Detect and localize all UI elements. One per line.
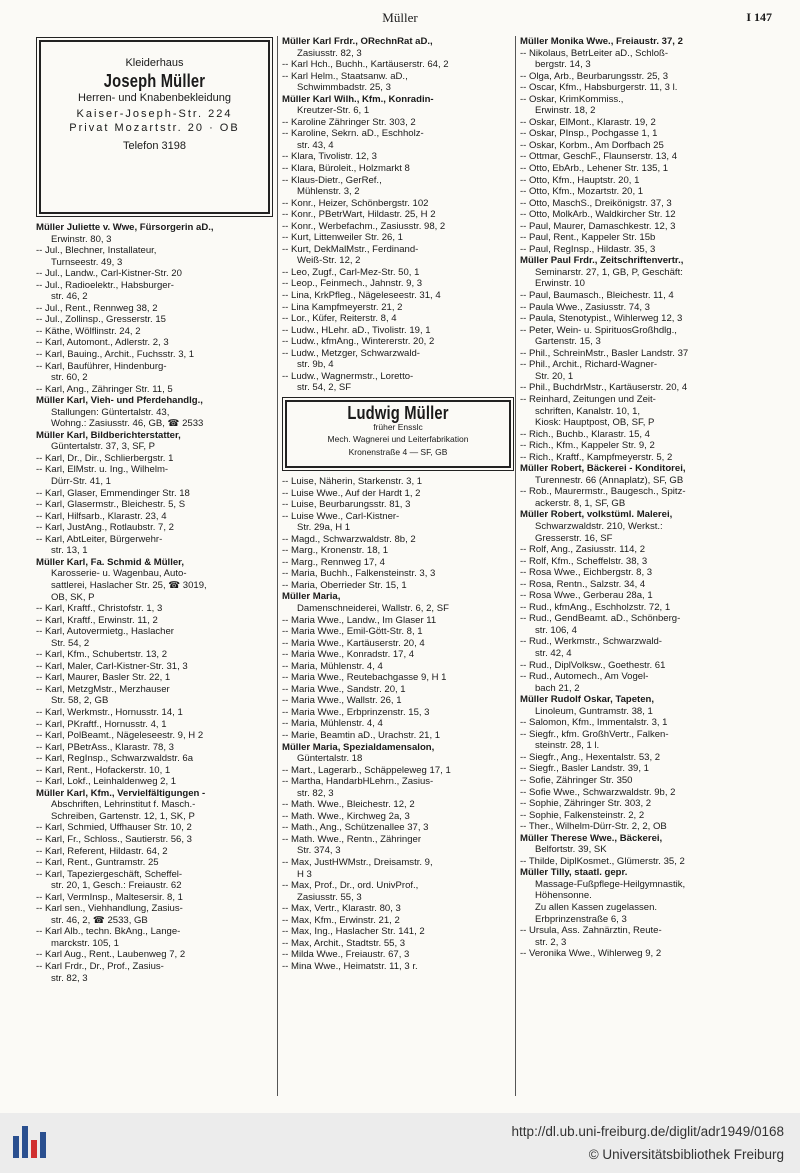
directory-entry-line: -- Otto, Kfm., Mozartstr. 20, 1 [520, 186, 644, 198]
directory-entry-line: -- Ottmar, GeschF., Flaunserstr. 13, 4 [520, 151, 678, 163]
directory-entry-line: Müller Maria, [282, 591, 341, 603]
directory-entry-line: sattlerei, Haslacher Str. 25, ☎ 3019, [51, 579, 207, 591]
university-library-logo-icon [10, 1122, 52, 1164]
directory-entry-line: Kreutzer-Str. 6, 1 [297, 105, 370, 117]
directory-entry-line: -- Karl, RegInsp., Schwarzwaldstr. 6a [36, 753, 194, 765]
directory-entry-line: -- Math., Ang., Schützenallee 37, 3 [282, 822, 429, 834]
directory-entry-line: -- Luise, Beurbarungsstr. 81, 3 [282, 499, 411, 511]
directory-entry-line: -- Oskar, Korbm., Am Dorfbach 25 [520, 139, 664, 151]
directory-entry-line: Linoleum, Guntramstr. 38, 1 [535, 705, 653, 717]
directory-entry-line: -- Klaus-Dietr., GerRef., [282, 174, 382, 186]
directory-entry-line: -- Kurt, DekMalMstr., Ferdinand- [282, 243, 419, 255]
directory-entry-line: Kiosk: Hauptpost, OB, SF, P [535, 417, 655, 429]
directory-entry-line: ackerstr. 8, 1, SF, GB [535, 497, 626, 509]
directory-entry-line: Güntertalstr. 37, 3, SF, P [51, 441, 156, 453]
directory-entry-line: Massage-Fußpflege-Heilgymnastik, [535, 878, 686, 890]
directory-entry-line: steinstr. 28, 1 l. [535, 740, 600, 752]
directory-entry-line: -- Paula Wwe., Zasiusstr. 74, 3 [520, 301, 650, 313]
directory-entry-line: -- Veronika Wwe., Wihlerweg 9, 2 [520, 948, 662, 960]
copyright-notice: © Universitätsbibliothek Freiburg [588, 1147, 784, 1162]
directory-entry-line: Wohng.: Zasiusstr. 46, GB, ☎ 2533 [51, 418, 204, 430]
directory-entry-line: Erwinstr. 80, 3 [51, 233, 112, 245]
directory-entry-line: -- Milda Wwe., Freiaustr. 67, 3 [282, 949, 410, 961]
directory-entry-line: -- Luise Wwe., Carl-Kistner- [282, 510, 400, 522]
directory-entry-line: -- Max, Archit., Stadtstr. 55, 3 [282, 937, 406, 949]
directory-entry-line: -- Salomon, Kfm., Immentalstr. 3, 1 [520, 717, 668, 729]
directory-entry-line: -- Karl, Rent., Guntramstr. 25 [36, 857, 159, 869]
directory-entry-line: -- Karl, Referent, Hildastr. 64, 2 [36, 845, 168, 857]
directory-entry-line: -- Lor., Küfer, Reiterstr. 8, 4 [282, 313, 397, 325]
directory-entry-line: -- Marg., Rennweg 17, 4 [282, 556, 385, 568]
directory-entry-line: str. 9b, 4 [297, 359, 334, 371]
directory-entry-line: Turnseestr. 49, 3 [51, 256, 123, 268]
directory-entry-line: -- Karl, Automont., Adlerstr. 2, 3 [36, 337, 169, 349]
directory-entry-line: -- Karl, Kraftf., Erwinstr. 11, 2 [36, 614, 158, 626]
directory-entry-line: -- Karl, Glaser, Emmendinger Str. 18 [36, 487, 190, 499]
directory-entry-line: str. 2, 3 [535, 936, 567, 948]
directory-entry-line: -- Käthe, Wölflinstr. 24, 2 [36, 325, 141, 337]
directory-entry-line: -- Karl Frdr., Dr., Prof., Zasius- [36, 961, 164, 972]
directory-entry-line: Müller Juliette v. Wwe, Fürsorgerin aD., [36, 222, 214, 233]
directory-entry-line: -- Karoline, Sekrn. aD., Eschholz- [282, 128, 424, 140]
directory-entry-line: -- Rud., kfmAng., Eschholzstr. 72, 1 [520, 601, 671, 613]
directory-entry-line: Dürr-Str. 41, 1 [51, 476, 111, 488]
directory-entry-line: -- Ursula, Ass. Zahnärztin, Reute- [520, 925, 662, 937]
directory-entry-line: -- Maria, Mühlenstr. 4, 4 [282, 660, 383, 672]
directory-entry-line: -- Siegfr., Basler Landstr. 39, 1 [520, 763, 649, 775]
directory-entry-line: -- Max, JustHWMstr., Dreisamstr. 9, [282, 857, 433, 868]
directory-entry-line: Erbprinzenstraße 6, 3 [535, 913, 627, 925]
directory-entry-line: -- Kurt, Littenweiler Str. 26, 1 [282, 232, 403, 244]
directory-entry-line: -- Mart., Lagerarb., Schäppeleweg 17, 1 [282, 764, 451, 776]
column-1 [36, 36, 272, 984]
directory-entry-line: Schwarzwaldstr. 210, Werkst.: [535, 520, 663, 532]
entry-list-col1 [36, 222, 272, 984]
directory-entry-line: -- Paula, Stenotypist., Wihlerweg 12, 3 [520, 313, 683, 325]
directory-entry-line: -- Konr., PBetrWart, Hildastr. 25, H 2 [282, 209, 436, 221]
directory-entry-line: Karosserie- u. Wagenbau, Auto- [51, 568, 187, 580]
directory-entry-line: -- Nikolaus, BetrLeiter aD., Schloß- [520, 47, 669, 59]
directory-entry-line: -- Maria Wwe., Landw., Im Glaser 11 [282, 614, 437, 626]
directory-entry-line: -- Sofie, Zähringer Str. 350 [520, 775, 633, 786]
directory-entry-line: Müller Rudolf Oskar, Tapeten, [520, 694, 655, 706]
entry-list-col3 [520, 36, 764, 960]
directory-entry-line: -- Rosa Wwe., Gerberau 28a, 1 [520, 590, 653, 602]
directory-entry-line: -- Marg., Kronenstr. 18, 1 [282, 545, 389, 557]
directory-entry-line: -- Marie, Beamtin aD., Urachstr. 21, 1 [282, 729, 441, 741]
directory-entry-line: str. 82, 3 [51, 972, 88, 984]
directory-entry-line: -- Karl, JustAng., Rotlaubstr. 7, 2 [36, 522, 174, 534]
advert-line: Kaiser-Joseph-Str. 224 [76, 107, 233, 120]
directory-entry-line: Mühlenstr. 3, 2 [297, 186, 360, 198]
directory-entry-line: -- Karl, ElMstr. u. Ing., Wilhelm- [36, 464, 169, 476]
advert-line: Kleiderhaus [125, 57, 184, 69]
directory-entry-line: -- Rich., Kfm., Kappeler Str. 9, 2 [520, 440, 655, 452]
directory-entry-line: -- Rud., Automech., Am Vogel- [520, 671, 649, 683]
directory-entry-line: Müller Robert, volkstüml. Malerei, [520, 509, 673, 521]
directory-entry-line: Zasiusstr. 55, 3 [297, 891, 362, 903]
directory-entry-line: -- Karl Hch., Buchh., Kartäuserstr. 64, 2 [282, 59, 449, 71]
directory-entry-line: -- Oscar, Kfm., Habsburgerstr. 11, 3 l. [520, 82, 678, 94]
directory-entry-line: -- Klara, Büroleit., Holzmarkt 8 [282, 163, 410, 175]
directory-entry-line: Turennestr. 66 (Annaplatz), SF, GB [535, 474, 684, 486]
directory-entry-line: schriften, Kanalstr. 10, 1, [535, 405, 641, 417]
directory-entry-line: -- Maria Wwe., Wallstr. 26, 1 [282, 695, 402, 707]
directory-entry-line: Müller Tilly, staatl. gepr. [520, 867, 628, 879]
directory-entry-line: -- Lina, KrkPfleg., Nägeleseestr. 31, 4 [282, 290, 441, 302]
directory-entry-line: Str. 374, 3 [297, 845, 341, 857]
directory-entry-line: -- Karl, Dr., Dir., Schlierbergstr. 1 [36, 452, 174, 464]
directory-entry-line: -- Maria, Mühlenstr. 4, 4 [282, 718, 383, 730]
directory-entry-line: -- Otto, EbArb., Lehener Str. 135, 1 [520, 163, 669, 175]
advert-line: Privat Mozartstr. 20 · OB [69, 122, 240, 135]
directory-entry-line: -- Karl, Werkmstr., Hornusstr. 14, 1 [36, 706, 183, 718]
directory-entry-line: -- Ludw., kfmAng., Wintererstr. 20, 2 [282, 336, 435, 348]
directory-entry-line: Höhensonne. [535, 890, 592, 902]
page-number: I 147 [746, 10, 772, 24]
directory-entry-line: -- Rich., Kraftf., Kampfmeyerstr. 5, 2 [520, 451, 673, 463]
advert-ludwig-mueller [285, 400, 511, 468]
page-header-title: Müller [382, 10, 418, 25]
directory-entry-line: -- Max, Prof., Dr., ord. UnivProf., [282, 880, 419, 892]
directory-entry-line: -- Maria Wwe., Emil-Gött-Str. 8, 1 [282, 626, 423, 638]
directory-entry-line: Müller Karl Wilh., Kfm., Konradin- [282, 93, 434, 105]
directory-entry-line: -- Karl, Bauführer, Hindenburg- [36, 360, 167, 372]
directory-entry-line: -- Maria Wwe., Erbprinzenstr. 15, 3 [282, 706, 430, 718]
directory-entry-line: -- Leo, Zugf., Carl-Mez-Str. 50, 1 [282, 266, 420, 278]
advert-joseph-mueller [39, 40, 270, 214]
directory-entry-line: Müller Monika Wwe., Freiaustr. 37, 2 [520, 36, 683, 47]
directory-entry-line: bach 21, 2 [535, 682, 580, 694]
directory-entry-line: -- Math. Wwe., Bleichestr. 12, 2 [282, 799, 415, 811]
directory-entry-line: -- Maria Wwe., Konradstr. 17, 4 [282, 649, 415, 661]
directory-entry-line: -- Karl, Maurer, Basler Str. 22, 1 [36, 672, 171, 684]
directory-entry-line: -- Ther., Wilhelm-Dürr-Str. 2, 2, OB [520, 821, 667, 833]
directory-entry-line: -- Karl, VermInsp., Maltesersir. 8, 1 [36, 891, 183, 903]
directory-entry-line: str. 43, 4 [297, 139, 334, 151]
directory-entry-line: str. 20, 1, Gesch.: Freiaustr. 62 [51, 880, 182, 892]
directory-entry-line: -- Sophie, Zähringer Str. 303, 2 [520, 798, 652, 810]
directory-entry-line: -- Rud., DiplVolksw., Goethestr. 61 [520, 659, 666, 671]
directory-entry-line: -- Luise Wwe., Auf der Hardt 1, 2 [282, 487, 421, 499]
advert-line: früher Ensslc [373, 421, 423, 432]
directory-entry-line: bergstr. 14, 3 [535, 59, 591, 71]
directory-entry-line: str. 42, 4 [535, 647, 572, 659]
directory-entry-line: -- Karl, Ang., Zähringer Str. 11, 5 [36, 383, 173, 395]
directory-entry-line: -- Rich., Buchb., Klarastr. 15, 4 [520, 428, 650, 440]
advert-name: Joseph Müller [103, 70, 206, 91]
directory-entry-line: -- Karl Helm., Staatsanw. aD., [282, 70, 408, 82]
directory-entry-line: marckstr. 105, 1 [51, 937, 119, 949]
directory-entry-line: -- Maria Wwe., Sandstr. 20, 1 [282, 683, 406, 695]
directory-entry-line: -- Lina Kampfmeyerstr. 21, 2 [282, 301, 403, 313]
directory-entry-line: Müller Karl, Bildberichterstatter, [36, 429, 181, 441]
directory-entry-line: str. 46, 2 [51, 291, 88, 303]
directory-entry-line: -- Ludw., Wagnermstr., Loretto- [282, 370, 414, 382]
directory-entry-line: -- Karl, Kraftf., Christofstr. 1, 3 [36, 603, 163, 615]
directory-entry-line: -- Ludw., Metzger, Schwarzwald- [282, 347, 420, 359]
directory-entry-line: Str. 58, 2, GB [51, 695, 109, 707]
directory-entry-line: -- Phil., BuchdrMstr., Kartäuserstr. 20, 4 [520, 382, 688, 394]
advert-line: Mech. Wagnerei und Leiterfabrikation [327, 434, 469, 445]
column-divider [277, 36, 278, 1096]
directory-entry-line: -- Karl, PolBeamt., Nägeleseestr. 9, H 2 [36, 730, 204, 742]
directory-entry-line: -- Otto, MolkArb., Waldkircher Str. 12 [520, 209, 676, 221]
directory-entry-line: -- Rosa Wwe., Eichbergstr. 8, 3 [520, 567, 653, 579]
directory-entry-line: str. 106, 4 [535, 624, 577, 636]
directory-entry-line: -- Max, Vertr., Klarastr. 80, 3 [282, 903, 401, 915]
directory-entry-line: -- Oskar, KrimKommiss., [520, 93, 624, 105]
directory-entry-line: Schwimmbadstr. 25, 3 [297, 82, 391, 94]
directory-entry-line: -- Karl, AbtLeiter, Bürgerwehr- [36, 533, 163, 545]
directory-entry-line: -- Karl, Kfm., Schubertstr. 13, 2 [36, 649, 168, 661]
directory-entry-line: OB, SK, P [51, 591, 95, 603]
directory-entry-line: -- Maria Wwe., Reutebachgasse 9, H 1 [282, 672, 447, 684]
entry-list-col2a [282, 36, 513, 394]
column-2 [282, 36, 513, 972]
directory-entry-line: -- Otto, Kfm., Hauptstr. 20, 1 [520, 174, 640, 186]
directory-entry-line: -- Rob., Maurermstr., Baugesch., Spitz- [520, 486, 686, 498]
directory-entry-line: -- Karl, Rent., Hofackerstr. 10, 1 [36, 764, 171, 776]
directory-entry-line: -- Paul, Rent., Kappeler Str. 15b [520, 232, 656, 244]
directory-entry-line: -- Karl, Hilfsarb., Klarastr. 23, 4 [36, 510, 167, 522]
advert-name: Ludwig Müller [347, 402, 449, 423]
directory-entry-line: Str. 20, 1 [535, 370, 574, 382]
viewer-footer [0, 1113, 800, 1173]
directory-entry-line: -- Max, Ing., Haslacher Str. 141, 2 [282, 926, 425, 938]
directory-entry-line: Müller Maria, Spezialdamensalon, [282, 741, 435, 753]
directory-entry-line: Erwinstr. 10 [535, 278, 585, 290]
directory-entry-line: -- Karoline Zähringer Str. 303, 2 [282, 116, 416, 128]
directory-entry-line: -- Phil., SchreinMstr., Basler Landstr. 37 [520, 347, 689, 359]
directory-entry-line: -- Math. Wwe., Kirchweg 2a, 3 [282, 810, 410, 822]
directory-entry-line: Str. 54, 2 [51, 637, 90, 649]
directory-entry-line: -- Karl Alb., techn. BkAng., Lange- [36, 926, 181, 938]
directory-entry-line: -- Rud., GendBeamt. aD., Schönberg- [520, 613, 681, 625]
directory-entry-line: -- Sophie, Falkensteinstr. 2, 2 [520, 809, 645, 821]
directory-entry-line: -- Otto, MaschS., Dreikönigstr. 37, 3 [520, 197, 672, 209]
directory-entry-line: -- Paul, RegInsp., Hildastr. 35, 3 [520, 243, 656, 255]
directory-entry-line: -- Oskar, ElMont., Klarastr. 19, 2 [520, 116, 656, 128]
directory-entry-line: -- Sofie Wwe., Schwarzwaldstr. 9b, 2 [520, 786, 676, 798]
directory-entry-line: -- Siegfr., Ang., Hexentalstr. 53, 2 [520, 751, 661, 763]
directory-entry-line: Gartenstr. 15, 3 [535, 336, 601, 348]
directory-entry-line: -- Jul., Zollinsp., Gresserstr. 15 [36, 314, 166, 326]
directory-entry-line: -- Thilde, DiplKosmet., Glümerstr. 35, 2 [520, 855, 685, 867]
directory-entry-line: Stallungen: Güntertalstr. 43, [51, 406, 170, 418]
directory-entry-line: -- Jul., Radioelektr., Habsburger- [36, 279, 174, 291]
directory-entry-line: str. 82, 3 [297, 787, 334, 799]
directory-entry-line: -- Klara, Tivolistr. 12, 3 [282, 151, 377, 163]
directory-entry-line: -- Peter, Wein- u. SpirituosGroßhdlg., [520, 324, 677, 336]
directory-entry-line: str. 46, 2, ☎ 2533, GB [51, 914, 148, 926]
directory-entry-line: -- Karl, Schmied, Uffhauser Str. 10, 2 [36, 822, 192, 834]
advert-line: Telefon 3198 [123, 139, 186, 152]
directory-entry-line: -- Paul, Maurer, Damaschkestr. 12, 3 [520, 220, 676, 232]
directory-entry-line: Müller Karl, Vieh- und Pferdehandlg., [36, 395, 203, 407]
directory-entry-line: -- Reinhard, Zeitungen und Zeit- [520, 393, 656, 405]
advert-line: Herren- und Knabenbekleidung [78, 92, 231, 105]
directory-entry-line: Gresserstr. 16, SF [535, 532, 613, 544]
directory-entry-line: H 3 [297, 868, 312, 880]
directory-entry-line: -- Luise, Näherin, Starkenstr. 3, 1 [282, 475, 423, 487]
directory-entry-line: Schreiben, Gartenstr. 12, 1, SK, P [51, 810, 195, 822]
directory-entry-line: Güntertalstr. 18 [297, 753, 363, 765]
directory-entry-line: -- Karl, Lokf., Leinhaldenweg 2, 1 [36, 776, 177, 788]
directory-entry-line: -- Rolf, Kfm., Scheffelstr. 38, 3 [520, 555, 648, 567]
directory-entry-line: -- Karl, PBetrAss., Klarastr. 78, 3 [36, 741, 174, 753]
directory-entry-line: -- Karl, Maler, Carl-Kistner-Str. 31, 3 [36, 660, 188, 672]
directory-entry-line: -- Karl, Tapeziergeschäft, Scheffel- [36, 868, 183, 880]
directory-entry-line: -- Math. Wwe., Rentn., Zähringer [282, 833, 422, 845]
directory-entry-line: Erwinstr. 18, 2 [535, 105, 596, 117]
directory-entry-line: Damenschneiderei, Wallstr. 6, 2, SF [297, 602, 449, 614]
directory-entry-line: Müller Paul Frdr., Zeitschriftenvertr., [520, 255, 684, 267]
directory-entry-line: -- Jul., Landw., Carl-Kistner-Str. 20 [36, 268, 182, 280]
directory-entry-line: Zu allen Kassen zugelassen. [535, 902, 658, 914]
directory-entry-line: Müller Karl, Fa. Schmid & Müller, [36, 556, 185, 568]
directory-entry-line: Müller Robert, Bäckerei - Konditorei, [520, 463, 686, 475]
directory-entry-line: -- Maria, Oberrieder Str. 15, 1 [282, 579, 407, 591]
directory-entry-line: -- Karl, Autovermietg., Haslacher [36, 626, 174, 638]
directory-entry-line: -- Jul., Blechner, Installateur, [36, 245, 157, 257]
directory-entry-line: -- Konr., Werbefachm., Zasiusstr. 98, 2 [282, 220, 446, 232]
directory-entry-line: -- Magd., Schwarzwaldstr. 8b, 2 [282, 533, 416, 545]
directory-entry-line: -- Phil., Archit., Richard-Wagner- [520, 359, 658, 371]
directory-entry-line: Belfortstr. 39, SK [535, 844, 607, 856]
column-divider [515, 36, 516, 1096]
directory-entry-line: -- Ludw., HLehr. aD., Tivolistr. 19, 1 [282, 324, 431, 336]
directory-entry-line: -- Paul, Baumasch., Bleichestr. 11, 4 [520, 290, 674, 302]
directory-entry-line: -- Karl, PKraftf., Hornusstr. 4, 1 [36, 718, 167, 730]
directory-entry-line: Müller Therese Wwe., Bäckerei, [520, 832, 663, 844]
directory-entry-line: -- Siegfr., kfm. GroßhVertr., Falken- [520, 728, 669, 740]
directory-entry-line: -- Max, Kfm., Erwinstr. 21, 2 [282, 914, 400, 926]
directory-entry-line: Müller Karl Frdr., ORechnRat aD., [282, 36, 433, 47]
directory-entry-line: -- Leop., Feinmech., Jahnstr. 9, 3 [282, 278, 423, 290]
directory-entry-line: -- Rolf, Ang., Zasiusstr. 114, 2 [520, 544, 646, 556]
directory-entry-line: -- Rud., Werkmstr., Schwarzwald- [520, 636, 662, 648]
directory-entry-line: Zasiusstr. 82, 3 [297, 47, 362, 59]
column-3 [520, 36, 764, 960]
directory-entry-line: Müller Karl, Kfm., Vervielfältigungen - [36, 787, 206, 799]
directory-entry-line: -- Karl, Glasermstr., Bleichestr. 5, S [36, 499, 186, 511]
directory-entry-line: -- Mina Wwe., Heimatstr. 11, 3 r. [282, 960, 418, 972]
directory-entry-line: -- Rosa, Rentn., Salzstr. 34, 4 [520, 578, 646, 590]
directory-entry-line: Seminarstr. 27, 1, GB, P, Geschäft: [535, 266, 683, 278]
directory-entry-line: str. 13, 1 [51, 545, 88, 557]
directory-entry-line: Abschriften, Lehrinstitut f. Masch.- [51, 799, 196, 811]
directory-entry-line: -- Maria, Buchh., Falkensteinstr. 3, 3 [282, 568, 436, 580]
directory-entry-line: -- Jul., Rent., Rennweg 38, 2 [36, 302, 158, 314]
directory-entry-line: -- Karl, MetzgMstr., Merzhauser [36, 683, 170, 695]
directory-entry-line: -- Karl Aug., Rent., Laubenweg 7, 2 [36, 949, 186, 961]
directory-entry-line: -- Olga, Arb., Beurbarungsstr. 25, 3 [520, 70, 669, 82]
directory-entry-line: -- Karl, Bauing., Archit., Fuchsstr. 3, 1 [36, 349, 195, 361]
directory-entry-line: -- Karl, Fr., Schloss., Sautierstr. 56, 3 [36, 833, 192, 845]
directory-entry-line: str. 60, 2 [51, 372, 88, 384]
directory-entry-line: -- Maria Wwe., Kartäuserstr. 20, 4 [282, 637, 425, 649]
directory-entry-line: -- Oskar, PInsp., Pochgasse 1, 1 [520, 128, 658, 140]
directory-entry-line: Weiß-Str. 12, 2 [297, 255, 361, 267]
entry-list-col2b [282, 476, 513, 973]
source-url-link[interactable]: http://dl.ub.uni-freiburg.de/diglit/adr1949/0168 [511, 1124, 784, 1139]
advert-line: Kronenstraße 4 — SF, GB [348, 446, 448, 457]
directory-entry-line: -- Martha, HandarbHLehrn., Zasius- [282, 776, 434, 788]
directory-entry-line: str. 54, 2, SF [297, 382, 352, 394]
directory-entry-line: -- Karl sen., Viehhandlung, Zasius- [36, 903, 183, 915]
directory-entry-line: -- Konr., Heizer, Schönbergstr. 102 [282, 197, 429, 209]
directory-entry-line: Str. 29a, H 1 [297, 522, 351, 534]
